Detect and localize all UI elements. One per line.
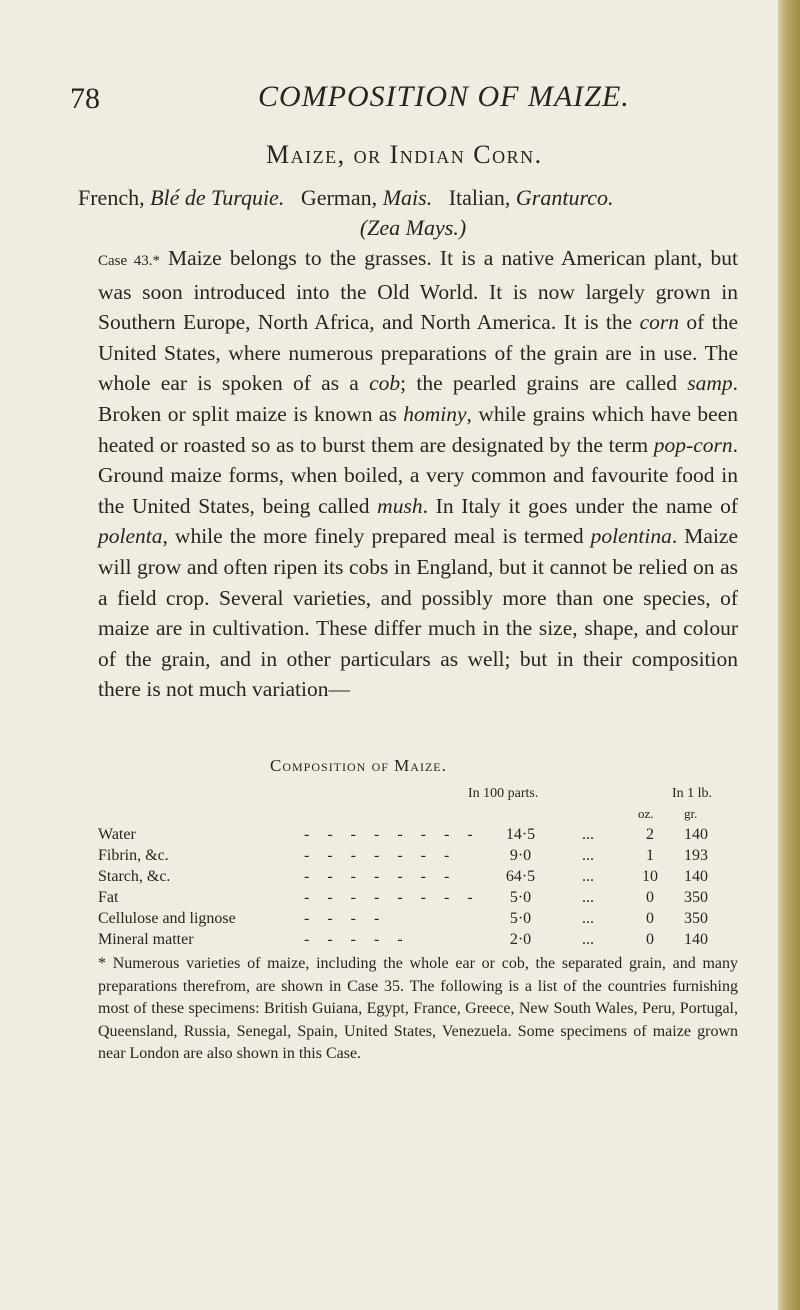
gr-value: 140: [684, 931, 708, 948]
row-label: Starch, &c.: [98, 868, 171, 885]
gr-value: 350: [684, 910, 708, 927]
names-line: [68, 183, 758, 213]
row-label: Fat: [98, 889, 119, 906]
leader-dashes: - - - - - - -: [304, 868, 457, 885]
oz-value: 0: [646, 931, 654, 948]
footnote: * Numerous varieties of maize, including the whole ear or cob, the separated grain, and many preparations therefrom, are shown in Case 35. The following is a list of the countries furnishing most of these specimens: British Guiana, Egypt, France, Greece, New South Wales, Peru, Portugal, Queensland, Russia, Senegal, Spain, United States, Venezuela. Some specimens of maize grown near London are also shown in this Case.: [98, 955, 738, 1062]
parts-value: 64·5: [505, 868, 536, 885]
table-row: [98, 826, 748, 847]
french-label: French,: [78, 185, 145, 210]
german-name: Mais.: [382, 185, 433, 210]
parts-value: 9·0: [509, 847, 532, 864]
text-run: . Ground maize forms, when boiled, a very common and favourite food in the United States, being called: [98, 432, 738, 518]
unit-oz: oz.: [638, 806, 654, 821]
section-title: Maize, or Indian Corn.: [266, 140, 543, 169]
latin-name-line: [68, 213, 758, 243]
oz-value: 10: [642, 868, 658, 885]
row-label: Cellulose and lignose: [98, 910, 236, 927]
text-run: . Maize will grow and often ripen its cobs in England, but it cannot be relied on as a field crop. Several varieties, and possibly more than one species, of maize are in cultivation. These differ much in the size, shape, and colour of the grain, and in other particulars as well; but in their composition there is not much variation—: [98, 524, 738, 702]
leader-dots: ...: [582, 931, 594, 948]
term-italic: polentina: [590, 524, 672, 549]
french-name: Blé de Turquie.: [150, 185, 285, 210]
leader-dots: ...: [582, 868, 594, 885]
unit-gr: gr.: [684, 806, 698, 821]
table-title: Composition of Maize.: [270, 756, 447, 775]
text-run: , while the more finely prepared meal is termed: [162, 524, 591, 549]
gr-value: 140: [684, 826, 708, 843]
leader-dots: ...: [582, 889, 594, 906]
table-row: [98, 847, 748, 868]
oz-value: 2: [646, 826, 654, 843]
row-label: Fibrin, &c.: [98, 847, 169, 864]
oz-value: 0: [646, 889, 654, 906]
latin-name: (Zea Mays.): [359, 215, 467, 240]
table-row: [98, 868, 748, 889]
case-reference: Case 43.*: [98, 253, 160, 269]
body-paragraph: [98, 243, 738, 705]
italian-name: Granturco.: [515, 185, 614, 210]
composition-table: [98, 826, 748, 952]
leader-dashes: - - - - - - -: [304, 847, 457, 864]
text-run: . Broken or split maize is known as: [98, 371, 738, 426]
row-label: Water: [98, 826, 136, 843]
column-header-100-parts: In 100 parts.: [468, 786, 539, 801]
oz-value: 0: [646, 910, 654, 927]
parts-value: 5·0: [509, 910, 532, 927]
table-row: [98, 889, 748, 910]
gr-value: 140: [684, 868, 708, 885]
leader-dashes: - - - -: [304, 910, 387, 927]
parts-value: 5·0: [509, 889, 532, 906]
leader-dots: ...: [582, 910, 594, 927]
common-names: [68, 183, 758, 243]
term-italic: mush: [377, 493, 423, 518]
text-run: , while grains which have been heated or roasted so as to burst them are designated by the term: [98, 401, 738, 457]
term-italic: pop-corn: [653, 432, 733, 457]
row-label: Mineral matter: [98, 931, 194, 948]
parts-value: 14·5: [505, 826, 536, 843]
running-title: COMPOSITION OF MAIZE.: [258, 80, 630, 113]
term-italic: hominy: [403, 401, 467, 426]
term-italic: samp: [687, 371, 733, 396]
leader-dashes: - - - - - - - -: [304, 826, 480, 843]
table-row: [98, 931, 748, 952]
text-run: of the United States, where numerous preparations of the grain are in use. The whole ear is spoken of as a: [98, 310, 738, 396]
term-italic: corn: [639, 310, 679, 335]
italian-label: Italian,: [448, 185, 511, 210]
gr-value: 193: [684, 847, 708, 864]
leader-dots: ...: [582, 826, 594, 843]
oz-value: 1: [646, 847, 654, 864]
leader-dashes: - - - - - - - -: [304, 889, 480, 906]
term-italic: polenta: [98, 524, 163, 549]
table-row: [98, 910, 748, 931]
leader-dashes: - - - - -: [304, 931, 410, 948]
column-header-per-lb: In 1 lb.: [672, 786, 713, 801]
gr-value: 350: [684, 889, 708, 906]
leader-dots: ...: [582, 847, 594, 864]
page-edge: [778, 0, 800, 1310]
text-run: Maize belongs to the grasses. It is a native American plant, but was soon introduced into the Old World. It is now largely grown in Southern Europe, North Africa, and North America. It is the: [98, 246, 738, 335]
text-run: . In Italy it goes under the name of: [422, 493, 738, 518]
page-number: 78: [70, 82, 100, 115]
term-italic: cob: [369, 371, 401, 396]
text-run: ; the pearled grains are called: [400, 371, 688, 396]
parts-value: 2·0: [509, 931, 532, 948]
german-label: German,: [300, 185, 378, 210]
